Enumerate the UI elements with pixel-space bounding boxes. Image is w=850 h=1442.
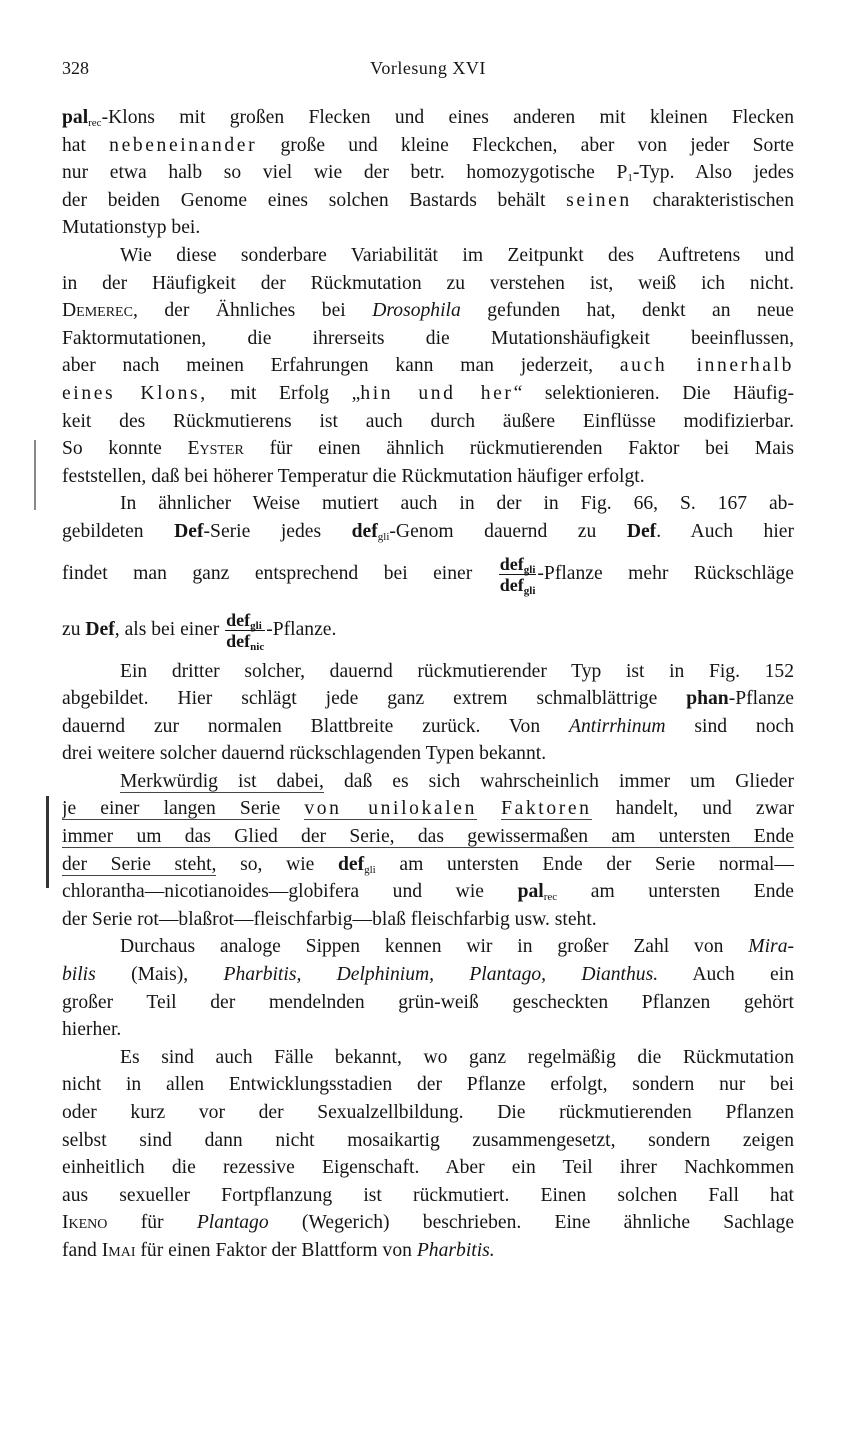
paragraph: [62, 104, 794, 242]
text-line: drei weitere solcher dauernd rückschlagenden Typen bekannt.: [62, 743, 547, 765]
text-line: bilis (Mais), Pharbitis, Delphinium, Plantago, Dianthus. Auch ein: [62, 964, 794, 986]
text-line: fand Imai für einen Faktor der Blattform von Pharbitis.: [62, 1239, 495, 1261]
text-line: aber nach meinen Erfahrungen kann man jederzeit, auch innerhalb: [62, 355, 794, 377]
text-line: Faktormutationen, die ihrerseits die Mutationshäufigkeit beeinflussen,: [62, 327, 794, 349]
text-line: Demerec, der Ähnliches bei Drosophila gefunden hat, denkt an neue: [62, 300, 794, 322]
text-line: nicht in allen Entwicklungsstadien der Pflanze erfolgt, sondern nur bei: [62, 1074, 794, 1096]
author-name: Ikeno: [62, 1212, 108, 1234]
page-header: [62, 58, 794, 86]
page-number: 328: [62, 58, 89, 78]
author-name: Imai: [101, 1239, 136, 1261]
text-line: Wie diese sonderbare Variabilität im Zeitpunkt des Auftretens und: [120, 244, 794, 266]
author-name: Eyster: [187, 438, 244, 460]
text-line: je einer langen Serie von unilokalen Faktoren handelt, und zwar: [62, 798, 794, 820]
body-text: [62, 104, 794, 1265]
text-line: immer um das Glied der Serie, das gewissermaßen am untersten Ende: [62, 826, 794, 848]
text-line: So konnte Eyster für einen ähnlich rückmutierenden Faktor bei Mais: [62, 438, 794, 460]
text-line: hierher.: [62, 1019, 122, 1041]
text-line: Ikeno für Plantago (Wegerich) beschrieben. Eine ähnliche Sachlage: [62, 1212, 794, 1234]
text-line: der beiden Genome eines solchen Bastards behält seinen charakteristischen: [62, 189, 794, 211]
text-line: nur etwa halb so viel wie der betr. homozygotische $P_1$-Typ. Also jedes: [62, 162, 794, 185]
text-line: der Serie steht, so, wie def$_{gli}$ am untersten Ende der Serie normal—: [62, 853, 794, 876]
paragraph: [62, 658, 794, 768]
running-title: Vorlesung XVI: [370, 58, 486, 78]
fraction: $\frac{def_{gli}}{def_{nic}}$: [226, 609, 265, 653]
text-line: hat nebeneinander große und kleine Fleckchen, aber von jeder Sorte: [62, 134, 794, 156]
paragraph: [62, 490, 794, 657]
margin-bracket-mark: [46, 796, 49, 888]
text-line: eines Klons, mit Erfolg „hin und her“ selektionieren. Die Häufig-: [62, 382, 794, 404]
text-line: einheitlich die rezessive Eigenschaft. Aber ein Teil ihrer Nachkommen: [62, 1157, 794, 1179]
text-line: oder kurz vor der Sexualzellbildung. Die rückmutierenden Pflanzen: [62, 1102, 794, 1123]
text-line: gebildeten Def-Serie jedes def$_{gli}$-Genom dauernd zu Def. Auch hier: [62, 520, 794, 543]
text-line: keit des Rückmutierens ist auch durch äußere Einflüsse modifizierbar.: [62, 410, 794, 432]
margin-pencil-mark: [34, 440, 36, 510]
text-line: findet man ganz entsprechend bei einer $\frac{def_{gli}}{def_{gli}}$ -Pflanze mehr Rückschläge: [62, 553, 794, 597]
paragraph: [62, 933, 794, 1043]
text-line: abgebildet. Hier schlägt jede ganz extrem schmalblättrige phan-Pflanze: [62, 688, 794, 710]
text-line: Ein dritter solcher, dauernd rückmutierender Typ ist in Fig. 152: [120, 660, 794, 682]
text-line: in der Häufigkeit der Rückmutation zu verstehen ist, weiß ich nicht.: [62, 272, 794, 294]
text-line: zu Def, als bei einer $\frac{def_{gli}}{def_{nic}}$ -Pflanze.: [62, 609, 337, 653]
text-line: Mutationstyp bei.: [62, 217, 201, 239]
paragraph: [62, 768, 794, 934]
paragraph: [62, 1044, 794, 1265]
text-line: Merkwürdig ist dabei, daß es sich wahrscheinlich immer um Glieder: [120, 770, 794, 792]
fraction: $\frac{def_{gli}}{def_{gli}}$: [499, 553, 536, 597]
text-line: pal$_{rec}$-Klons mit großen Flecken und eines anderen mit kleinen Flecken: [62, 107, 794, 129]
paragraph: [62, 242, 794, 490]
text-line: großer Teil der mendelnden grün-weiß gescheckten Pflanzen gehört: [62, 991, 794, 1013]
text-line: selbst sind dann nicht mosaikartig zusammengesetzt, sondern zeigen: [62, 1129, 794, 1151]
text-line: chlorantha—nicotianoides—globifera und wie pal$_{rec}$ am untersten Ende: [62, 881, 794, 904]
text-line: aus sexueller Fortpflanzung ist rückmutiert. Einen solchen Fall hat: [62, 1184, 794, 1206]
text-line: dauernd zur normalen Blattbreite zurück. Von Antirrhinum sind noch: [62, 715, 794, 737]
text-line: Es sind auch Fälle bekannt, wo ganz regelmäßig die Rückmutation: [120, 1046, 794, 1068]
author-name: Demerec: [62, 300, 133, 322]
text-line: feststellen, daß bei höherer Temperatur die Rückmutation häufiger erfolgt.: [62, 465, 645, 487]
text-line: In ähnlicher Weise mutiert auch in der in Fig. 66, S. 167 ab-: [120, 493, 794, 515]
text-line: Durchaus analoge Sippen kennen wir in großer Zahl von Mira-: [120, 936, 794, 958]
text-line: der Serie rot—blaßrot—fleischfarbig—blaß fleischfarbig usw. steht.: [62, 908, 597, 930]
